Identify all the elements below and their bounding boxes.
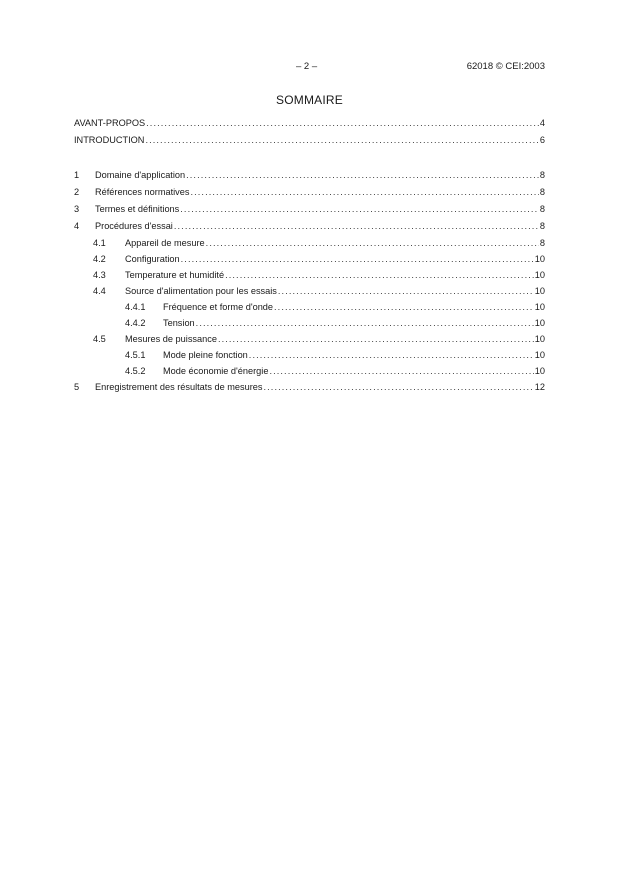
dot-leader xyxy=(190,187,538,197)
dot-leader xyxy=(146,118,539,128)
toc-entry-label: Mesures de puissance xyxy=(125,334,217,344)
dot-leader xyxy=(274,302,534,312)
dot-leader xyxy=(269,366,533,376)
toc-entry-number: 4.4.2 xyxy=(125,318,146,328)
toc-entry-page: 10 xyxy=(534,334,545,344)
toc-entry-number: 4 xyxy=(74,221,80,231)
toc-entry-label: Fréquence et forme d'onde xyxy=(163,302,274,312)
toc-entry-4-4[interactable] xyxy=(74,286,545,300)
toc-entry-page: 8 xyxy=(539,204,545,214)
toc-entry-4-1[interactable] xyxy=(74,238,545,252)
toc-entry-page: 10 xyxy=(534,350,545,360)
dot-leader xyxy=(174,221,539,231)
dot-leader xyxy=(180,204,539,214)
toc-entry-4-4-2[interactable] xyxy=(74,318,545,332)
toc-entry-label: Tension xyxy=(163,318,195,328)
toc-entry-number: 4.5 xyxy=(93,334,106,344)
toc-entry-number: 1 xyxy=(74,170,80,180)
toc-entry-label: Appareil de mesure xyxy=(125,238,205,248)
toc-entry-4-5-2[interactable] xyxy=(74,366,545,380)
toc-entry-number: 2 xyxy=(74,187,80,197)
dot-leader xyxy=(145,135,538,145)
toc-entry-label: Procédures d'essai xyxy=(95,221,173,231)
toc-entry-avant-propos[interactable] xyxy=(74,118,545,132)
dot-leader xyxy=(181,254,534,264)
toc-entry-number: 3 xyxy=(74,204,80,214)
toc-entry-label: Temperature et humidité xyxy=(125,270,225,280)
dot-leader xyxy=(249,350,534,360)
toc-entry-page: 12 xyxy=(534,382,545,392)
toc-entry-page: 10 xyxy=(534,318,545,328)
dot-leader xyxy=(264,382,534,392)
toc-entry-label: Source d'alimentation pour les essais xyxy=(125,286,277,296)
dot-leader xyxy=(206,238,539,248)
toc-entry-label: Mode économie d'énergie xyxy=(163,366,269,376)
toc-entry-introduction[interactable] xyxy=(74,135,545,149)
dot-leader xyxy=(225,270,534,280)
document-reference: 62018 © CEI:2003 xyxy=(466,61,545,72)
toc-entry-page: 8 xyxy=(539,187,545,197)
toc-entry-page: 6 xyxy=(539,135,545,145)
toc-entry-page: 4 xyxy=(539,118,545,128)
toc-entry-number: 4.5.1 xyxy=(125,350,146,360)
toc-entry-number: 4.4 xyxy=(93,286,106,296)
toc-entry-page: 10 xyxy=(534,366,545,376)
toc-entry-label: Domaine d'application xyxy=(95,170,186,180)
toc-entry-page: 8 xyxy=(539,238,545,248)
toc-entry-number: 4.1 xyxy=(93,238,106,248)
toc-entry-number: 4.5.2 xyxy=(125,366,146,376)
toc-entry-page: 10 xyxy=(534,270,545,280)
toc-entry-label: AVANT-PROPOS xyxy=(74,118,146,128)
toc-entry-label: Termes et définitions xyxy=(95,204,180,214)
toc-entry-page: 10 xyxy=(534,302,545,312)
toc-entry-label: Enregistrement des résultats de mesures xyxy=(95,382,263,392)
toc-entry-number: 5 xyxy=(74,382,80,392)
dot-leader xyxy=(186,170,539,180)
toc-entry-1[interactable] xyxy=(74,170,545,184)
toc-entry-page: 8 xyxy=(539,170,545,180)
toc-entry-number: 4.2 xyxy=(93,254,106,264)
toc-entry-4-5[interactable] xyxy=(74,334,545,348)
dot-leader xyxy=(196,318,534,328)
toc-entry-4-2[interactable] xyxy=(74,254,545,268)
toc-entry-number: 4.3 xyxy=(93,270,106,280)
toc-entry-number: 4.4.1 xyxy=(125,302,146,312)
toc-entry-2[interactable] xyxy=(74,187,545,201)
toc-entry-label: INTRODUCTION xyxy=(74,135,145,145)
toc-entry-4-5-1[interactable] xyxy=(74,350,545,364)
page-title: SOMMAIRE xyxy=(276,93,343,107)
dot-leader xyxy=(218,334,534,344)
toc-entry-label: Mode pleine fonction xyxy=(163,350,248,360)
toc-entry-page: 10 xyxy=(534,286,545,296)
toc-entry-4-3[interactable] xyxy=(74,270,545,284)
toc-entry-4[interactable] xyxy=(74,221,545,235)
toc-entry-page: 8 xyxy=(539,221,545,231)
dot-leader xyxy=(278,286,534,296)
toc-entry-4-4-1[interactable] xyxy=(74,302,545,316)
toc-entry-label: Configuration xyxy=(125,254,180,264)
toc-entry-label: Références normatives xyxy=(95,187,190,197)
toc-entry-3[interactable] xyxy=(74,204,545,218)
toc-entry-page: 10 xyxy=(534,254,545,264)
page-number: – 2 – xyxy=(296,61,318,72)
toc-entry-5[interactable] xyxy=(74,382,545,396)
